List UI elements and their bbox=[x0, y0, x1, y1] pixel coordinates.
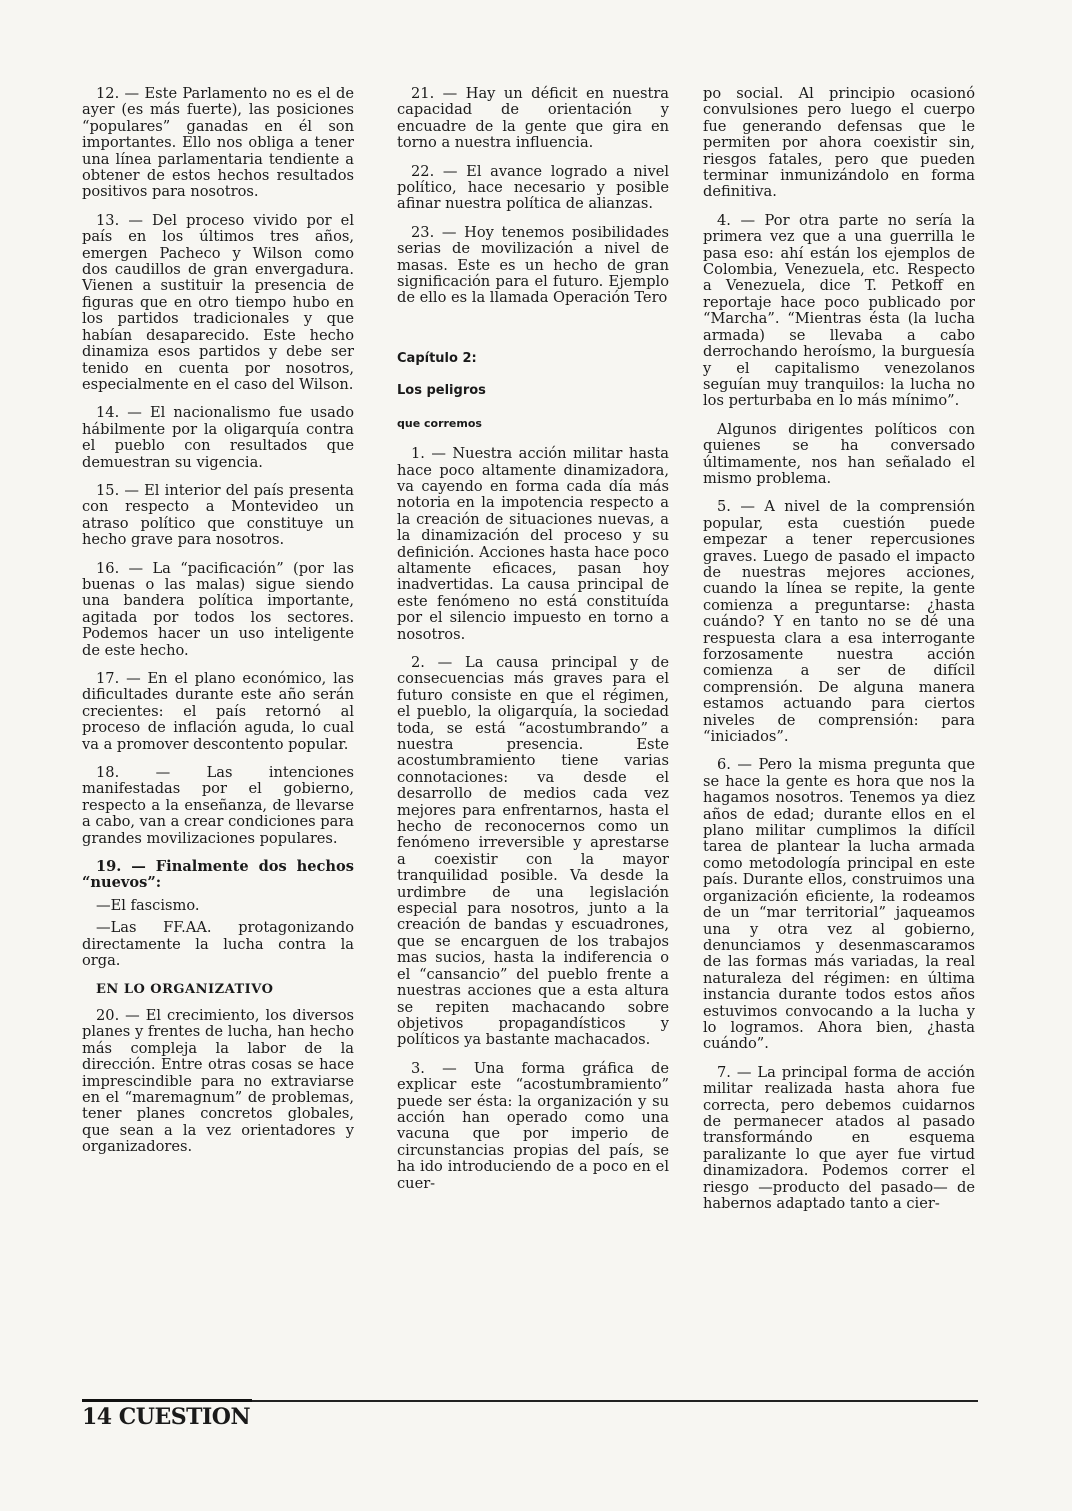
paragraph-4: 4. — Por otra parte no sería la primera vez que a una guerrilla le pasa eso: ahí están los ejemplos de Colombia, Venezuela, etc. Respecto a Venezuela, dice T. Petkoff en reportaje hace poco publicado por “Marcha”. “Mientras ésta (la lucha armada) se llevaba a cabo derrochando heroísmo, la burguesía y el capitalismo venezolanos seguían muy tranquilos: la lucha no los perturbaba en lo más mínimo”. bbox=[703, 211, 975, 410]
paragraph-21: 21. — Hay un déficit en nuestra capacidad de orientación y encuadre de la gente que gira en torno a nuestra influencia. bbox=[397, 85, 669, 152]
chapter-subtitle-line-2: que corremos bbox=[397, 416, 482, 430]
paragraph-3: 3. — Una forma gráfica de explicar este “acostumbramiento” puede ser ésta: la organización y su acción han operado como una vacuna que por imperio de circunstancias propias del país, se ha ido introduciendo de a poco en el cuer- bbox=[397, 1059, 669, 1192]
chapter-subtitle-line-1: Los peligros bbox=[397, 383, 486, 399]
section-heading-organizativo: EN LO ORGANIZATIVO bbox=[96, 981, 274, 997]
paragraph-5: 5. — A nivel de la comprensión popular, esta cuestión puede empezar a tener repercusiones graves. Luego de pasado el impacto de nuestras mejores acciones, cuando la línea se repite, la gente comienza a preguntarse: ¿hasta cuándo? Y en tanto no se dé una respuesta clara a esa interrogante forzosamente nuestra acción comienza a ser de difícil comprensión. De alguna manera estamos actuando para ciertos niveles de comprensión: para “iniciados”. bbox=[703, 498, 975, 746]
paragraph-12: 12. — Este Parlamento no es el de ayer (es más fuerte), las posiciones “populares” ganadas en él son importantes. Ello nos obliga a tener una línea parlamentaria tendiente a obtener de estos hechos resultados positivos para nosotros. bbox=[82, 85, 354, 201]
paragraph-7: 7. — La principal forma de acción militar realizada hasta ahora fue correcta, pero debemos cuidarnos de permanecer atados al pasado transformándo en esquema paralizante lo que ayer fue virtud dinamizadora. Podemos correr el riesgo —producto del pasado— de habernos adaptado tanto a cier- bbox=[703, 1063, 975, 1212]
paragraph-4-continued: Algunos dirigentes políticos con quienes se ha conversado últimamente, nos han señalado el mismo problema. bbox=[703, 420, 975, 487]
paragraph-20: 20. — El crecimiento, los diversos planes y frentes de lucha, han hecho más compleja la labor de la dirección. Entre otras cosas se hace imprescindible para no extraviarse en el “maremagnum” de problemas, tener planes concretos globales, que sean a la vez orientadores y organizadores. bbox=[82, 1006, 354, 1156]
paragraph-6: 6. — Pero la misma pregunta que se hace la gente es hora que nos la hagamos nosotros. Tenemos ya diez años de edad; durante ellos en el plano militar cumplimos la difícil tarea de plantear la lucha armada como metodología principal en este país. Durante ellos, construimos una organización eficiente, la rodeamos de un “mar territorial” jaqueamos una y otra vez al gobierno, denunciamos y desenmascaramos de las formas más variadas, la real naturaleza del régimen: en última instancia durante todos estos años estuvimos convocando a la lucha y lo logramos. Ahora bien, ¿hasta cuándo”. bbox=[703, 756, 975, 1053]
paragraph-3-continued: po social. Al principio ocasionó convulsiones pero luego el cuerpo fue generando defensas que le permiten por ahora coexistir sin, riesgos fatales, pero que pueden terminar inmunizándolo en forma definitiva. bbox=[703, 85, 975, 201]
footer-rule-accent bbox=[82, 1399, 252, 1402]
column-3 bbox=[703, 86, 975, 1224]
paragraph-17: 17. — En el plano económico, las dificultades durante este año serán crecientes: el país retornó al proceso de inflación aguda, lo cual va a promover descontento popular. bbox=[82, 670, 354, 753]
paragraph-14: 14. — El nacionalismo fue usado hábilmente por la oligarquía contra el pueblo con resultados que demuestran su vigencia. bbox=[82, 404, 354, 471]
paragraph-18: 18. — Las intenciones manifestadas por el gobierno, respecto a la enseñanza, de llevarse a cabo, van a crear condiciones para grandes movilizaciones populares. bbox=[82, 764, 354, 847]
paragraph-19: 19. — Finalmente dos hechos “nuevos”: bbox=[82, 858, 354, 892]
paragraph-22: 22. — El avance logrado a nivel político, hace necesario y posible afinar nuestra política de alianzas. bbox=[397, 162, 669, 213]
column-1 bbox=[82, 86, 354, 1168]
paragraph-1: 1. — Nuestra acción militar hasta hace poco altamente dinamizadora, va cayendo en forma cada día más notoria en la impotencia respecto a la creación de situaciones nuevas, a la dinamización del proceso y su definición. Acciones hasta hace poco altamente eficaces, pasan hoy inadvertidas. La causa principal de este fenómeno no está constituída por el silencio impuesto en torno a nosotros. bbox=[397, 445, 670, 643]
paragraph-23: 23. — Hoy tenemos posibilidades serias de movilización a nivel de masas. Este es un hecho de gran significación para el futuro. Ejemplo de ello es la llamada Operación Tero bbox=[397, 223, 669, 307]
paragraph-19-item-ffaa: —Las FF.AA. protagonizando directamente la lucha contra la orga. bbox=[82, 919, 354, 970]
paragraph-2: 2. — La causa principal y de consecuencias más graves para el futuro consiste en que el régimen, el pueblo, la oligarquía, la sociedad toda, se está “acostumbrando” a nuestra presencia. Este acostumbramiento tiene varias connotaciones: va desde el desarrollo de medios cada vez mejores para enfrentarnos, hasta el hecho de reconocernos como un fenómeno irreversible y aprestarse a coexistir con la mayor tranquilidad posible. Va desde la urdimbre de una legislación especial para nosotros, junto a la creación de bandas y escuadrones, que se encarguen de los trabajos mas sucios, hasta la indiferencia o el “cansancio” del pueblo frente a nuestras acciones que a esta altura se repiten machacando sobre objetivos propagandísticos y políticos ya bastante machacados. bbox=[397, 653, 669, 1049]
paragraph-19-item-fascism: —El fascismo. bbox=[96, 896, 200, 914]
footer-page-label: 14 CUESTION bbox=[82, 1404, 251, 1430]
paragraph-15: 15. — El interior del país presenta con respecto a Montevideo un atraso político que constituye un hecho grave para nosotros. bbox=[82, 481, 354, 549]
paragraph-16: 16. — La “pacificación” (por las buenas o las malas) sigue siendo una bandera política importante, agitada por todos los sectores. Podemos hacer un uso inteligente de este hecho. bbox=[82, 559, 354, 659]
column-2 bbox=[397, 86, 669, 1204]
chapter-heading bbox=[397, 351, 669, 432]
paragraph-13: 13. — Del proceso vivido por el país en los últimos tres años, emergen Pacheco y Wilson como dos caudillos de gran envergadura. Vienen a sustituir la presencia de figuras que en otro tiempo hubo en los partidos tradicionales y que habían desaparecido. Este hecho dinamiza esos partidos y debe ser tenido en cuenta por nosotros, especialmente en el caso del Wilson. bbox=[82, 211, 354, 393]
chapter-title: Capítulo 2: bbox=[397, 350, 477, 366]
